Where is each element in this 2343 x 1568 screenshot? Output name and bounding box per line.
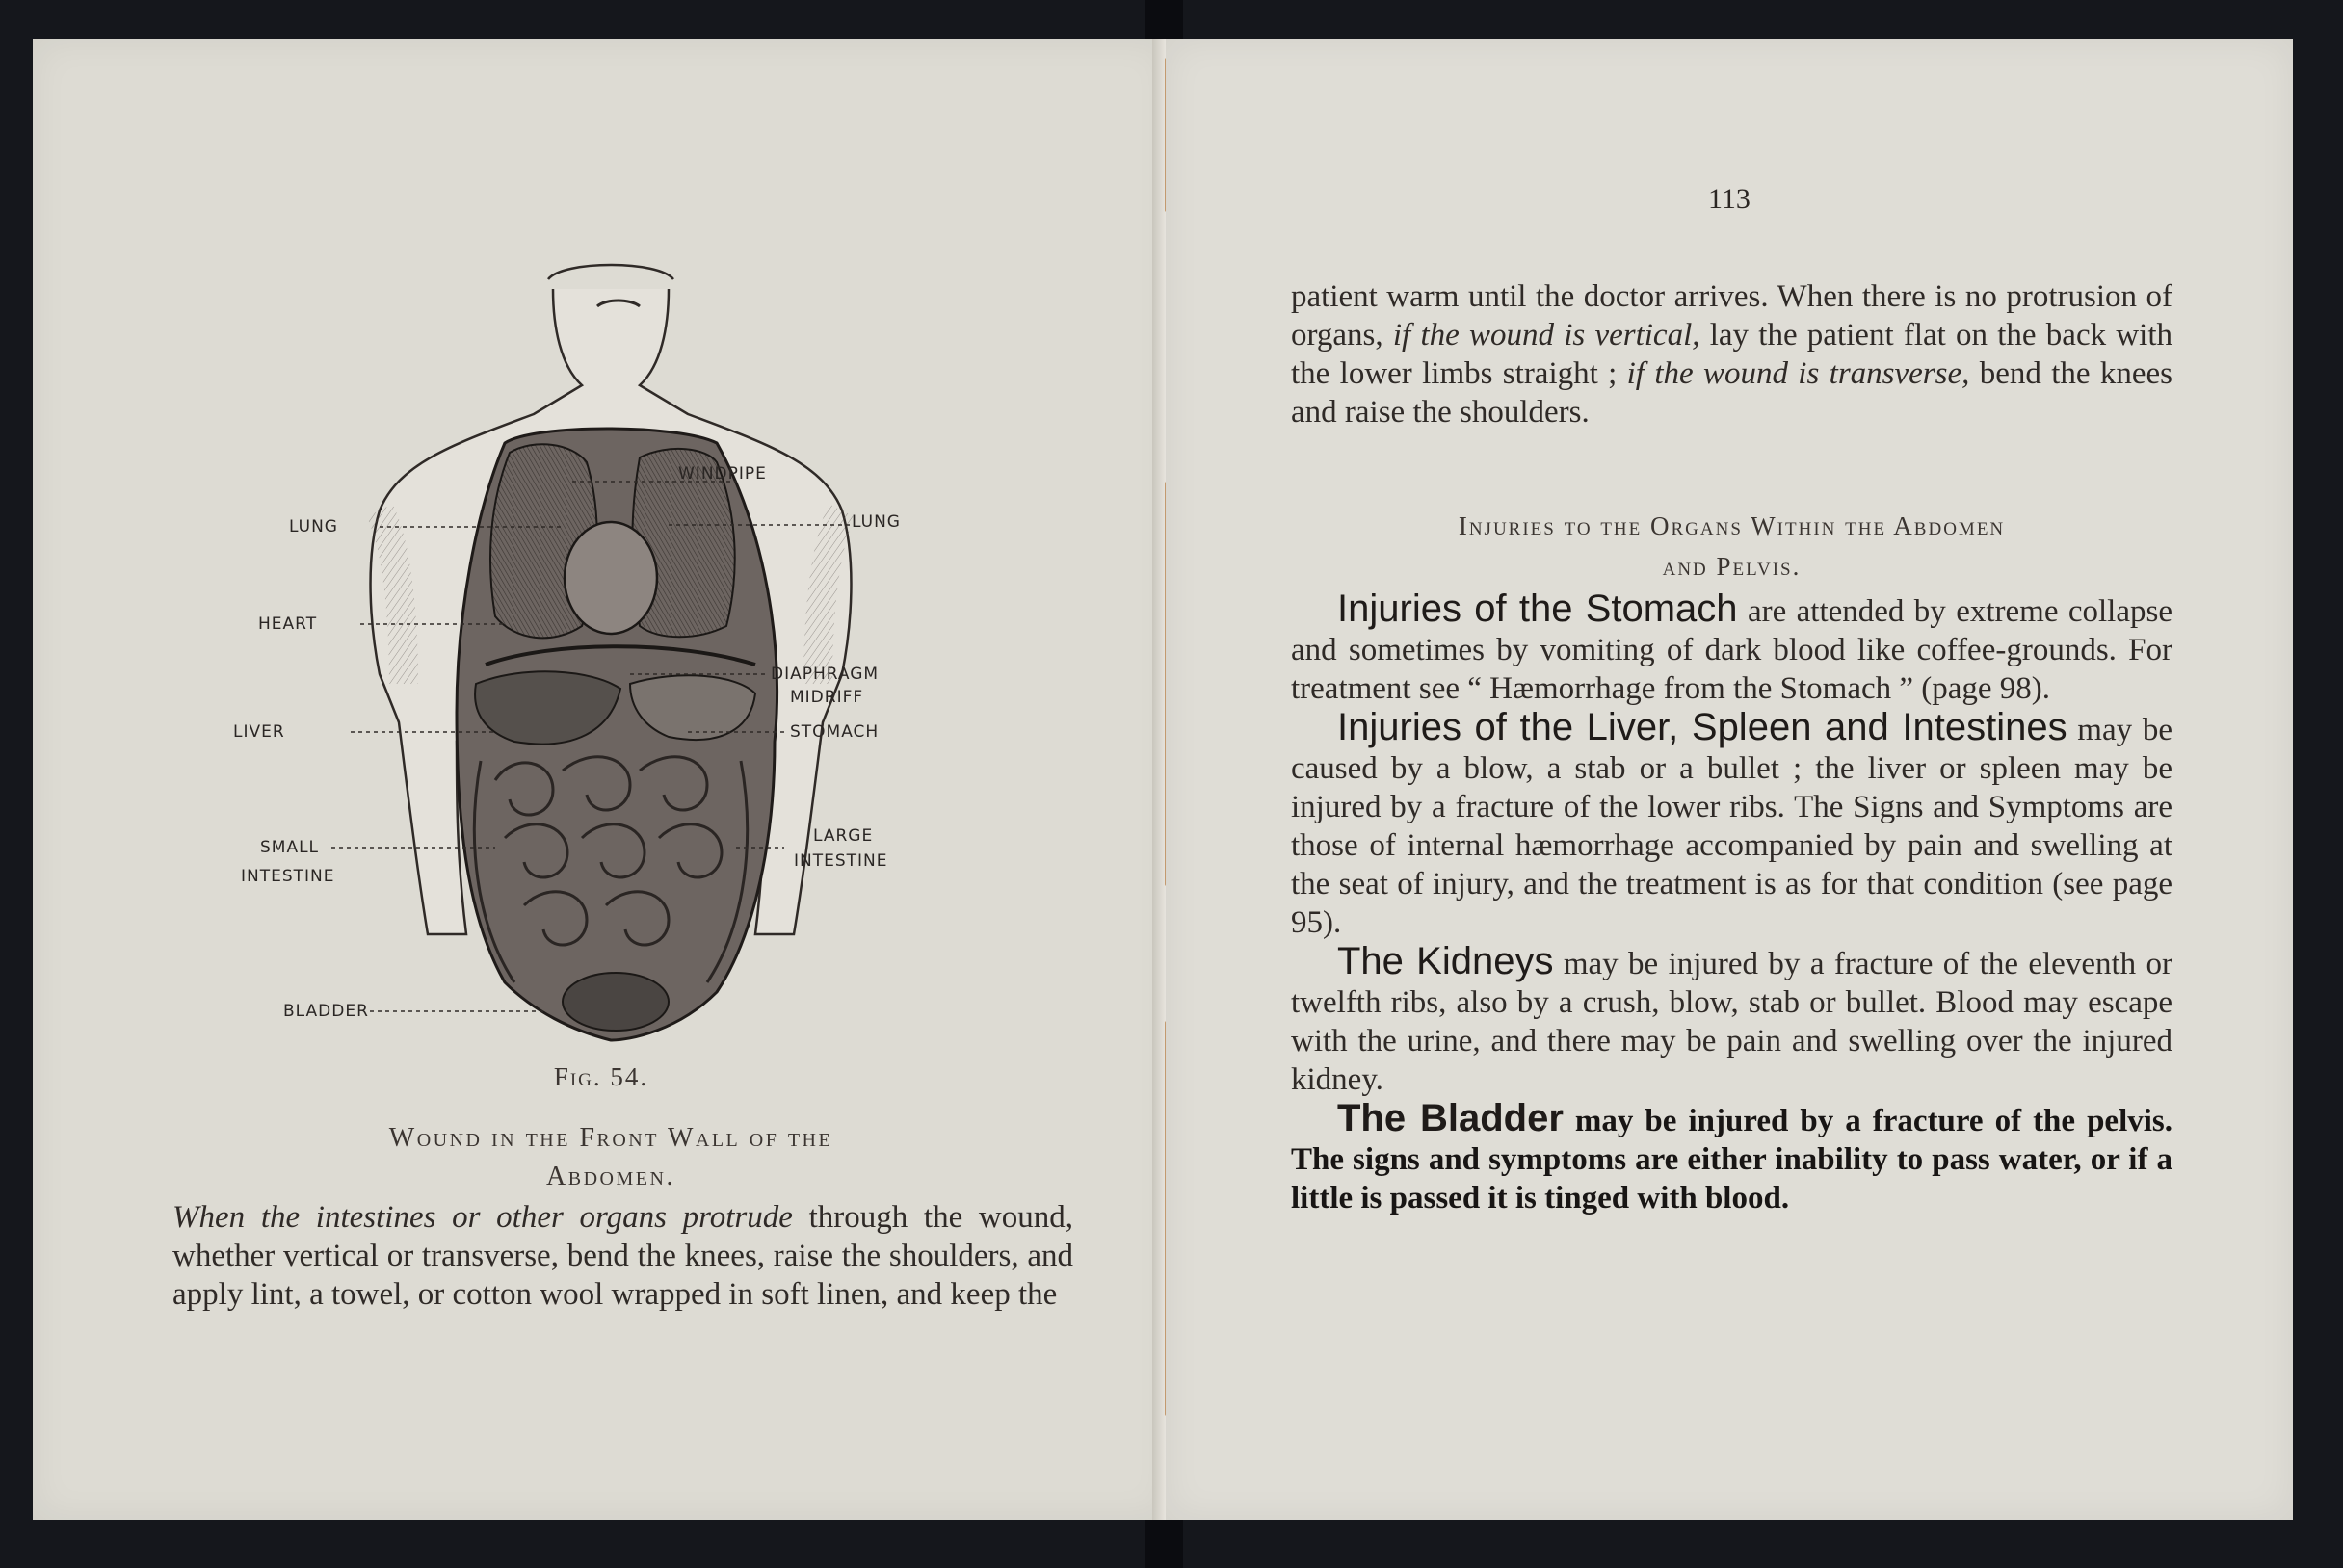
- label-midriff: MIDRIFF: [790, 688, 864, 707]
- continuation-paragraph: [1291, 277, 2172, 431]
- stomach-text: are attended by extreme collapse and sometimes by vomiting of dark blood like coffee-grounds. For treatment see “ Hæmorrhage from the Stomach ” (page 98).: [1291, 594, 2172, 706]
- left-body-text: [172, 1198, 1073, 1314]
- left-body-rest: through the wound, whether vertical or transverse, bend the knees, raise the shoulders, and apply lint, a towel, or cotton wool wrapped in soft linen, and keep the: [172, 1200, 1073, 1312]
- cont-text-3: bend the knees and raise the shoulders.: [1291, 356, 2172, 430]
- kidney-heading: The Kidneys: [1337, 940, 1554, 982]
- stomach-heading: Injuries of the Stomach: [1337, 588, 1738, 630]
- cont-italic-1: if the wound is vertical,: [1392, 318, 1700, 353]
- page-number: 113: [1708, 183, 1751, 215]
- cont-text-1: patient warm until the doctor arrives. When there is no protrusion of organs,: [1291, 279, 2172, 353]
- scan-edge-bottom: [1145, 1520, 1183, 1568]
- kidney-paragraph: [1291, 942, 2172, 1099]
- section-heading: [1291, 506, 2172, 587]
- wound-title: [245, 1119, 977, 1196]
- liver-heading: Injuries of the Liver, Spleen and Intestines: [1337, 706, 2067, 748]
- label-bladder: BLADDER: [283, 1002, 369, 1021]
- kidney-text: may be injured by a fracture of the eleventh or twelfth ribs, also by a crush, blow, stab or bullet. Blood may escape with the urine, and there may be pain and swelling over the injured kidney.: [1291, 947, 2173, 1097]
- section-heading-line-1: Injuries to the Organs Within the Abdomen: [1458, 511, 2006, 540]
- stomach-paragraph: [1291, 589, 2172, 708]
- label-heart: HEART: [258, 614, 318, 634]
- label-small-intestine: INTESTINE: [241, 867, 335, 886]
- left-page: [33, 39, 1170, 1520]
- label-stomach: STOMACH: [790, 722, 880, 742]
- cont-italic-2: if the wound is transverse,: [1626, 356, 1970, 391]
- wound-title-line-2: Abdomen.: [546, 1162, 675, 1191]
- bladder-paragraph: [1291, 1099, 2172, 1217]
- label-lung-right: LUNG: [852, 512, 901, 532]
- injuries-paragraphs: [1291, 589, 2172, 1217]
- figure-caption: Fig. 54.: [553, 1062, 649, 1091]
- cont-text-2: lay the patient flat on the back with the lower limbs straight ;: [1291, 318, 2172, 391]
- abdomen-figure: [233, 260, 929, 1050]
- wound-title-line-1: Wound in the Front Wall of the: [388, 1123, 833, 1153]
- scan-edge-top: [1145, 0, 1183, 39]
- label-lung-left: LUNG: [289, 517, 338, 536]
- label-large-intestine: INTESTINE: [794, 851, 888, 871]
- label-diaphragm: DIAPHRAGM: [771, 665, 880, 684]
- liver-paragraph: [1291, 708, 2172, 942]
- abdomen-illustration: [312, 260, 929, 1050]
- section-heading-line-2: and Pelvis.: [1662, 552, 1802, 581]
- label-windpipe: WINDPIPE: [678, 464, 767, 483]
- right-page: [1166, 39, 2293, 1520]
- bladder-heading: The Bladder: [1337, 1097, 1564, 1139]
- label-liver: LIVER: [233, 722, 285, 742]
- label-small: SMALL: [260, 838, 320, 857]
- left-body-italic: When the intestines or other organs protrude: [172, 1200, 793, 1235]
- bladder-text: may be injured by a fracture of the pelvis. The signs and symptoms are either inability to pass water, or if a little is passed it is tinged with blood.: [1291, 1104, 2172, 1215]
- label-large: LARGE: [813, 826, 874, 846]
- liver-text: may be caused by a blow, a stab or a bullet ; the liver or spleen may be injured by a fracture of the lower ribs. The Signs and Symptoms are those of internal hæmorrhage accompanied by pain and swelling at the seat of injury, and the treatment is as for that condition (see page 95).: [1291, 713, 2172, 940]
